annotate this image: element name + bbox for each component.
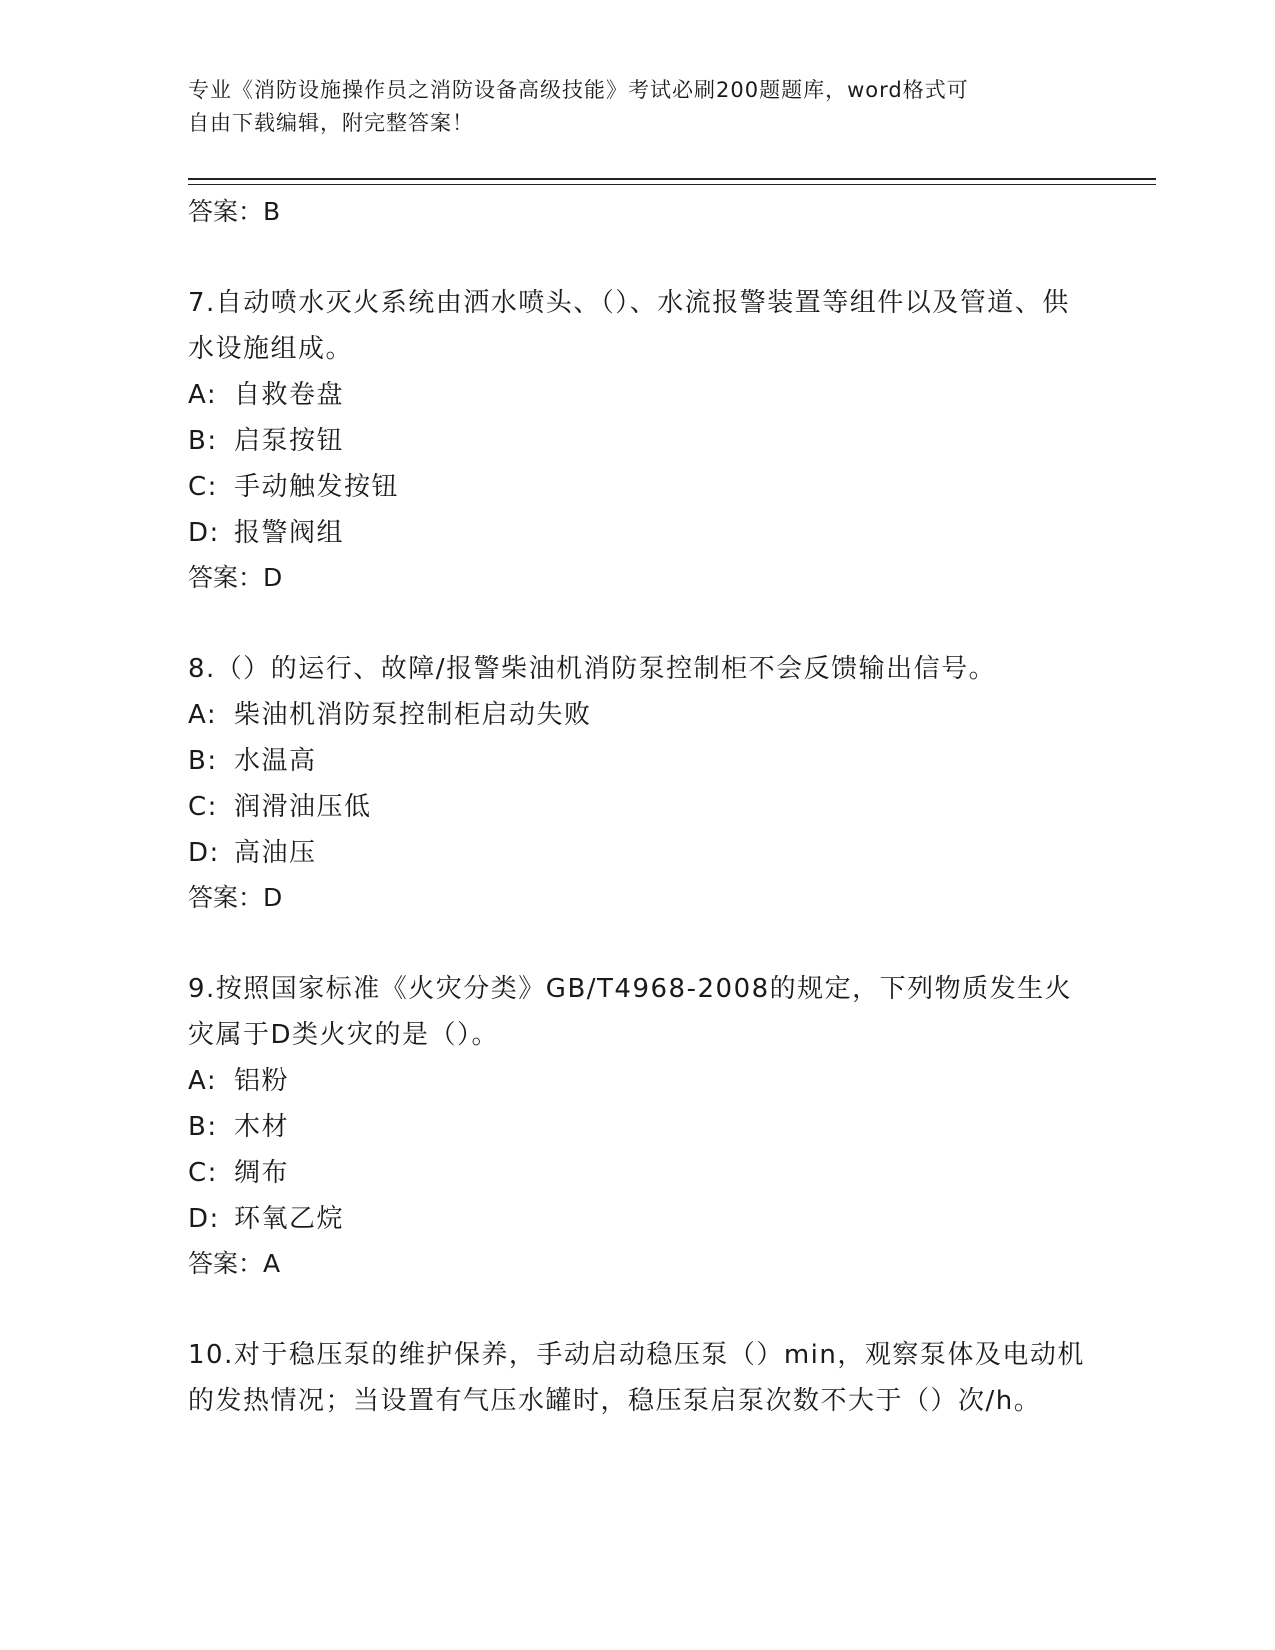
answer-line: 答案：A [188,1249,281,1278]
option-text: 水温高 [234,746,317,776]
option-key: D: [188,838,220,868]
option-key: B: [188,746,218,776]
option-c [188,464,1088,510]
option-b [188,738,1088,784]
answer-line: 答案：D [188,883,283,912]
option-c [188,784,1088,830]
header-line-1: 专业《消防设施操作员之消防设备高级技能》考试必刷200题题库，word格式可 [188,78,969,102]
option-a [188,1058,1088,1104]
header-rule-thick [188,178,1156,180]
document-header [188,74,1088,140]
option-key: B: [188,426,218,456]
option-b [188,1104,1088,1150]
option-text: 绸布 [234,1158,290,1188]
option-key: D: [188,1204,220,1234]
option-d [188,510,1088,556]
option-text: 木材 [234,1112,290,1142]
option-text: 铝粉 [234,1066,290,1096]
header-rule-thin [188,184,1156,185]
question-text: 9.按照国家标准《火灾分类》GB/T4968-2008的规定，下列物质发生火灾属于D类火灾的是（）。 [188,974,1073,1050]
option-d [188,830,1088,876]
option-text: 环氧乙烷 [234,1204,345,1234]
option-key: B: [188,1112,218,1142]
header-line-2: 自由下载编辑，附完整答案！ [188,111,474,135]
question-block [188,280,1088,600]
answer-line: 答案：D [188,563,283,592]
answer-line: 答案：B [188,197,281,226]
option-text: 启泵按钮 [234,426,345,456]
option-text: 自救卷盘 [234,380,345,410]
option-key: A: [188,380,218,410]
option-key: A: [188,1066,218,1096]
option-a [188,372,1088,418]
option-text: 柴油机消防泵控制柜启动失败 [234,700,592,730]
question-block [188,646,1088,920]
question-block [188,1332,1088,1424]
option-key: D: [188,518,220,548]
option-a [188,692,1088,738]
option-text: 润滑油压低 [234,792,372,822]
question-text: 8.（）的运行、故障/报警柴油机消防泵控制柜不会反馈输出信号。 [188,654,997,684]
option-key: C: [188,472,218,502]
question-text: 10.对于稳压泵的维护保养，手动启动稳压泵（）min，观察泵体及电动机的发热情况；当设置有气压水罐时，稳压泵启泵次数不大于（）次/h。 [188,1340,1085,1416]
option-b [188,418,1088,464]
question-block [188,966,1088,1286]
question-text: 7.自动喷水灭火系统由洒水喷头、（）、水流报警装置等组件以及管道、供水设施组成。 [188,288,1070,364]
option-text: 高油压 [234,838,317,868]
option-key: C: [188,792,218,822]
option-text: 报警阀组 [234,518,345,548]
option-text: 手动触发按钮 [234,472,400,502]
option-key: C: [188,1158,218,1188]
option-key: A: [188,700,218,730]
option-c [188,1150,1088,1196]
option-d [188,1196,1088,1242]
question-list [188,190,1088,1424]
